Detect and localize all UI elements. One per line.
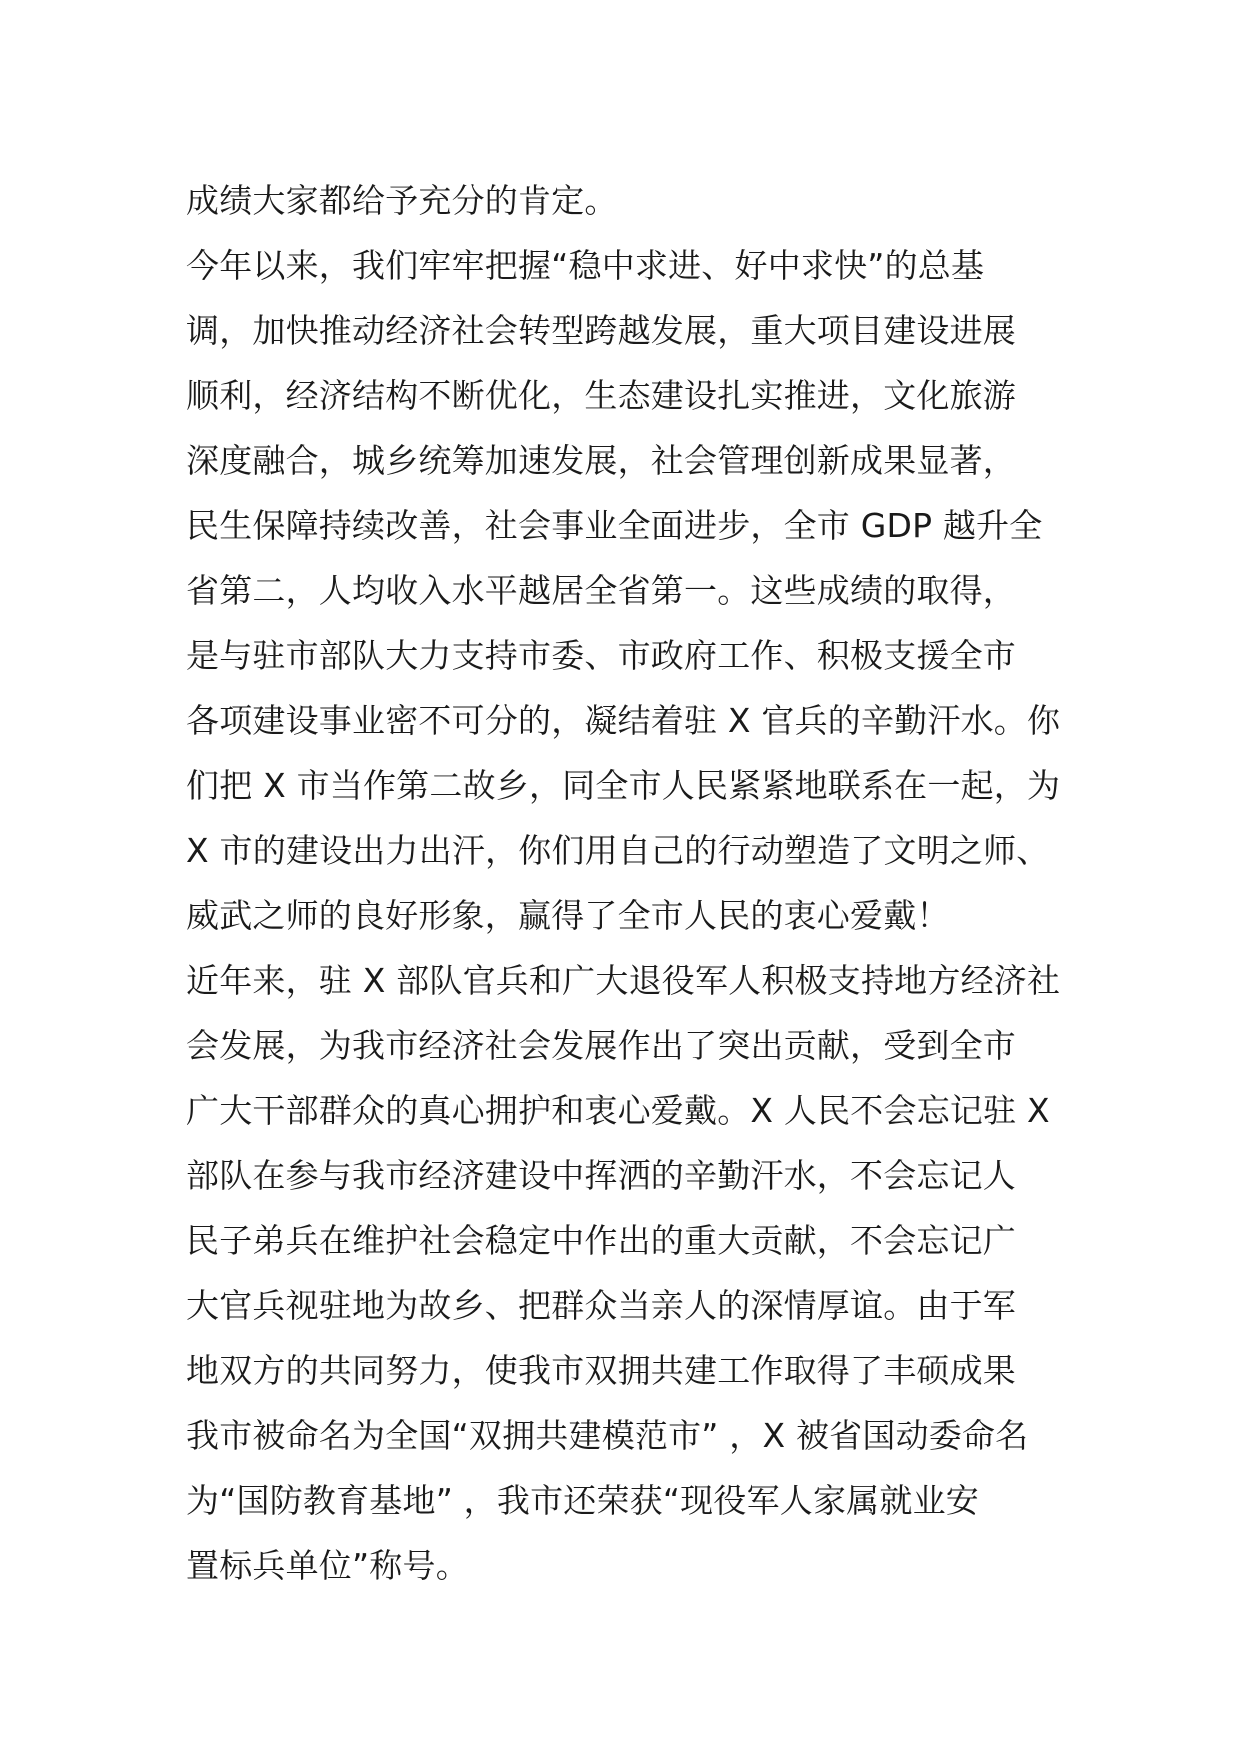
text-line: 大官兵视驻地为故乡、把群众当亲人的深情厚谊。由于军	[186, 1286, 1016, 1325]
body-text	[186, 168, 1066, 1598]
text-line: 是与驻市部队大力支持市委、市政府工作、积极支援全市	[186, 636, 1016, 675]
text-line: 今年以来，我们牢牢把握“稳中求进、好中求快”的总基	[186, 246, 985, 285]
text-line: 为“国防教育基地” ，我市还荣获“现役军人家属就业安	[186, 1481, 979, 1520]
text-line: 部队在参与我市经济建设中挥洒的辛勤汗水，不会忘记人	[186, 1156, 1016, 1195]
text-line: 省第二，人均收入水平越居全省第一。这些成绩的取得，	[186, 571, 1016, 610]
text-line: 我市被命名为全国“双拥共建模范市” ，X 被省国动委命名	[186, 1416, 1029, 1455]
text-line: 地双方的共同努力，使我市双拥共建工作取得了丰硕成果	[186, 1351, 1016, 1390]
text-line: 会发展，为我市经济社会发展作出了突出贡献，受到全市	[186, 1026, 1016, 1065]
text-line: 各项建设事业密不可分的，凝结着驻 X 官兵的辛勤汗水。你	[186, 701, 1061, 740]
text-line: 深度融合，城乡统筹加速发展，社会管理创新成果显著，	[186, 441, 1016, 480]
text-line: 威武之师的良好形象，赢得了全市人民的衷心爱戴！	[186, 896, 950, 935]
text-line: 成绩大家都给予充分的肯定。	[186, 181, 618, 220]
text-line: 民生保障持续改善，社会事业全面进步，全市 GDP 越升全	[186, 506, 1043, 545]
text-line: 近年来，驻 X 部队官兵和广大退役军人积极支持地方经济社	[186, 961, 1061, 1000]
text-line: 广大干部群众的真心拥护和衷心爱戴。X 人民不会忘记驻 X	[186, 1091, 1050, 1130]
text-line: 调，加快推动经济社会转型跨越发展，重大项目建设进展	[186, 311, 1016, 350]
text-line: 们把 X 市当作第二故乡，同全市人民紧紧地联系在一起，为	[186, 766, 1061, 805]
text-line: 民子弟兵在维护社会稳定中作出的重大贡献，不会忘记广	[186, 1221, 1016, 1260]
text-line: 顺利，经济结构不断优化，生态建设扎实推进，文化旅游	[186, 376, 1016, 415]
text-line: 置标兵单位”称号。	[186, 1546, 469, 1585]
text-line: X 市的建设出力出汗，你们用自己的行动塑造了文明之师、	[186, 831, 1050, 870]
